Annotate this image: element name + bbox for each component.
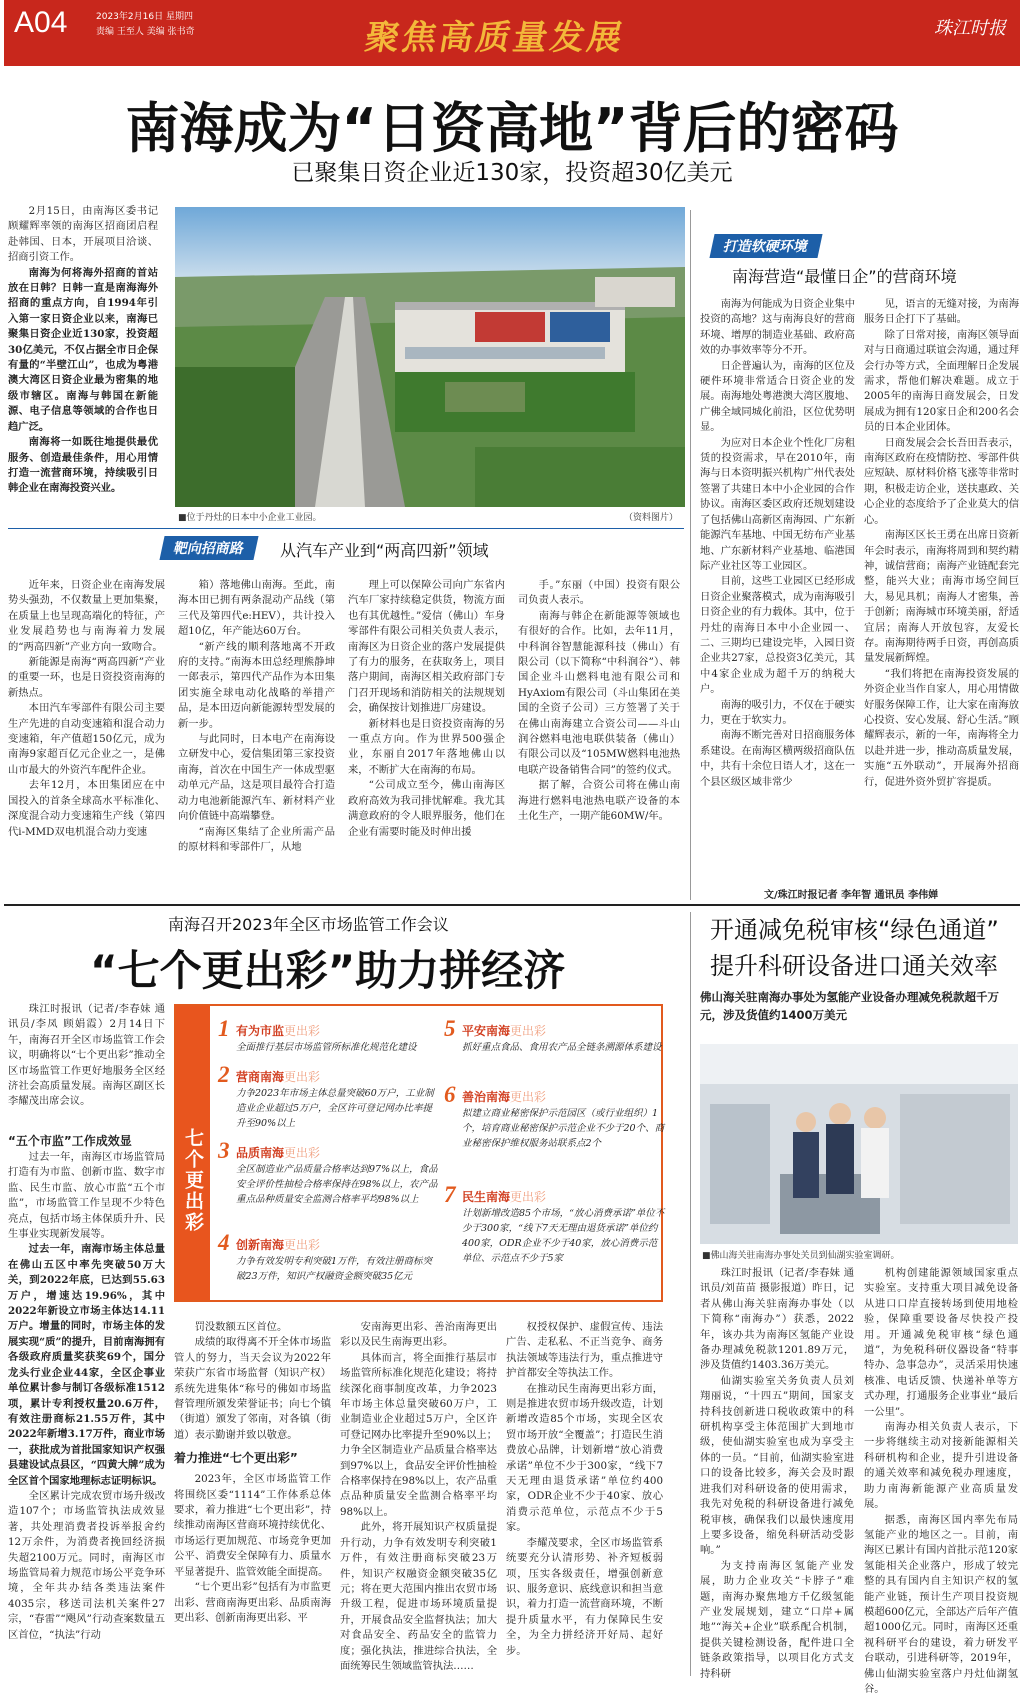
point-5: 5 平安南海更出彩 抓好重点食品、食用农产品全链条溯源体系建设 <box>444 1016 662 1053</box>
article1-intro: 2月15日，由南海区委书记顾耀辉率领的南海区招商团启程赴韩国、日本，开展项目洽谈、招商引资工作。 南海为何将海外招商的首站放在日韩？日韩一直是南海海外招商的重点方向，自1994年引入第一家日资企业以来，南海已聚集日资企业近130家，投资超30亿美元，不仅占据全市日企保有量的“半壁江山”，也成为粤港澳大湾区日资企业最为密集的地级市辖区。南海与韩国在新能源、电子信息等领域的合作也日趋广泛。 南海将一如既往地提供最优服务、创造最佳条件，用心用情打造一流营商环境，持续吸引日韩企业在南海投资兴业。 <box>8 205 158 495</box>
article2-lead: 珠江时报讯（记者/李春妹 通讯员/李凤 顾娟霞）2月14日下午，南海召开全区市场监管工作会议，明确将以“七个更出彩”推动全区市场监管工作更好地服务全区经济社会高质量发展。南海区副区长李耀茂出席会议。 <box>8 1003 165 1108</box>
newspaper-logo: 珠江时报 <box>934 18 1006 39</box>
headline-main: 南海成为“日资高地”背后的密码 <box>125 97 899 160</box>
section-title-environment: 南海营造“最懂日企”的营商环境 <box>732 267 957 286</box>
sec1-col-1: 近年来，日资企业在南海发展势头强劲，不仅数量上更加集聚，在质量上也呈现高端化的特征，产业发展趋势也与南海着力发展的“两高四新”产业方向一致吻合。 新能源是南海“两高四新”产业的重要一环，也是日资投资南海的新热点。 本田汽车零部件有限公司主要生产先进的自动变速箱和混合动力变速箱，年产值超150亿元，成为南海9家超百亿元企业之一，是佛山市最大的外资汽车配件企业。 去年12月，本田集团应在中国投入的首条全球高水平标准化、深度混合动力变速箱生产线（第四代i-MMD双电机混合动力变速 <box>8 579 165 838</box>
article2-col-left: 过去一年，南海区市场监管局打造有为市监、创新市监、数字市监、民生市监、放心市监“五个市监”，市场监管工作呈现不少特色亮点，包括市场主体保质升升、民生事业实现新发展等。 过去一年，南海市场主体总量在佛山五区中率先突破50万大关，到2022年底，已达到55.63万户，增速达19.96%，其中2022年新设立市场主体达14.11万户。增量的同时，市场主体的发展实现“质”的提升，目前南海拥有各级政府质量奖获奖69个，国分龙头行业企业44家，全区企事业单位累计参与制订各级标准1512项，累计专利授权量20.6万件，有效注册商标21.55万件，其中2022年新增3.17万件，商业市场一，获批成为首批国家知识产权强县建设试点县区，“四黄大牌”成为全区首个国家地理标志证明标识。 全区累计完成农贸市场升级改造107个；市场监管执法成效显著，共处理消费者投诉举报舍约12万余件，为消费者挽回经济损失超2100万元。同时，南海区市场监管局着力规范市场公平竞争环境，全年共办结各类违法案件4035宗，移送司法机关案件27宗，“春雷”“飓风”行动查案数量五区首位，“执法”行动 <box>8 1151 165 1641</box>
seven-points-box <box>174 1004 663 1302</box>
issue-date: 2023年2月16日 星期四 责编 王至人 美编 张书奇 <box>96 12 195 37</box>
article3-subtitle: 佛山海关驻南海办事处为氢能产业设备办理减免税款超千万元，涉及货值约1400万美元 <box>700 990 999 1022</box>
article2-subhead-1: “五个市监”工作成效显 <box>8 1134 132 1148</box>
point-6: 6 善治南海更出彩 拟建立商业秘密保护示范园区（或行业组织）1个，培育商业秘密保护示范企业不少于20个、商业秘密保护维权服务站联系点2个 <box>444 1082 665 1149</box>
industrial-park-photo <box>175 207 685 507</box>
article3-col-2: 机构创建能源领域国家重点实验室。支持重大项目减免设备从进口口岸直接转场到使用地检验，保障重要设备尽快投产投用。开通减免税审核“绿色通道”，为免税科研仪器设备“特事特办、急事急办”，灵活采用快速核准、电话反馈、快递补单等方式办理，打通服务企业事业“最后一公里”。 南海办相关负责人表示，下一步将继续主动对接新能源相关科研机构和企业，提升引进设备的通关效率和减免税办理速度，助力南海新能源产业高质量发展。 据悉，南海区国内率先布局氢能产业的地区之一。目前，南海区已累计有国内首批示范120家氢能相关企业落户，形成了较完整的具有国内自主知识产权的氢能产业链，预计生产项目投资规模超600亿元，全部达产后年产值超1000亿元。同时，南海区还重视科研平台的建设，着力研发平台联动，引进科研等，2019年，佛山仙湖实验室落户丹灶仙湖氢谷。 <box>864 1267 1018 1695</box>
point-7: 7 民生南海更出彩 计划新增改造85个市场，“放心消费承诺”单位不少于300家，“线下7天无理由退货承诺”单位约400家，ODR企业不少于40家，放心消费示范单位、示范点不少于5家 <box>444 1182 665 1264</box>
headline-sub: 已聚集日资企业近130家，投资超30亿美元 <box>291 160 733 186</box>
sec1-col-2: 箱）落地佛山南海。至此，南海本田已拥有两条混动产品线（第三代及第四代e:HEV），共计投入超10亿，年产能达60万台。 “新产线的顺利落地离不开政府的支持。”南海本田总经理熊静坤一郎表示，第四代产品作为本田集团实施全球电动化战略的举措产品，是本田迈向新能源转型发展的新一步。 与此同时，日本电产在南海设立研发中心，爱信集团第三家投资南海，首次在中国生产一体成型驱动单元产品，这是项目最符合打造动力电池新能源汽车、新材料产业向价值链中高端攀登。 “南海区集结了企业所需产品的原材料和零部件厂，从地 <box>178 579 335 853</box>
sec2-col-1: 南海为何能成为日资企业集中投资的高地？这与南海良好的营商环境、增厚的制造业基础、政府高效的办事效率等分不开。 日企普遍认为，南海的区位及硬件环境非常适合日资企业的发展。南海地处粤港澳大湾区腹地、广佛全域同城化前沿，区位优势明显。 为应对日本企业个性化厂房租赁的投资需求，早在2010年，南海与日本资明振兴机构广州代表处签署了共建日本中小企业园的合作协议。南海区委区政府还规划建设了包括佛山高新区南海园、广东新能源汽车基地、中国无纺布产业基地、广东新材料产业基地、临港国际产业社区等工业园区。 目前，这些工业园区已经形成日资企业聚落模式，成为南海吸引日资企业的有力载体。其中，位于丹灶的南海日本中小企业园一、二、三期均已建设完毕，入园日资企业共27家，总投资3亿美元，其中4家企业成为超千万的纳税大户。 南海的吸引力，不仅在于硬实力，更在于软实力。 南海不断完善对日招商服务体系建设。在南海区横两级招商队伍中，共有十余位日语人才，这在一个县区级区域非常少 <box>700 298 855 788</box>
page-number: A04 <box>14 6 68 39</box>
section-banner: 聚焦高质量发展 <box>361 18 628 58</box>
seven-points-title: 七个更出彩 <box>176 1006 210 1300</box>
article3-title-2: 提升科研设备进口通关效率 <box>710 952 998 980</box>
point-1: 1 有为市监更出彩 全面推行基层市场监管所标准化规范化建设 <box>218 1016 417 1053</box>
photo-credit: （资料图片） <box>624 513 679 523</box>
point-2: 2 营商南海更出彩 力争2023年市场主体总量突破60万户，工业制造业企业超过5万户，全区许可登记网办比率提升至90%以上 <box>218 1062 434 1129</box>
section-tag-investment: 靶向招商路 <box>159 536 258 560</box>
article3-title-1: 开通减免税审核“绿色通道” <box>710 916 999 944</box>
article2-col-4: 权授权保护、虚假宣传、违法广告、走私私、不正当竞争、商务执法领域等违法行为，重点推进守护首都安全等执法工作。 在推动民生南海更出彩方面，则是推进农贸市场升级改造，计划新增改造85个市场，实现全区农贸市场开放“全覆盖”；打造民生消费放心品牌，计划新增“放心消费承诺”单位不少于300家，“线下7天无理由退货承诺”单位约400家，ODR企业不少于40家、放心消费示范单位，示范点不少于5家。 李耀茂要求，全区市场监管系统要充分认清形势、补齐短板弱项，压实各级责任，增强创新意识、服务意识、底线意识和担当意识，着力打造一流营商环境，不断提升质量水平，有力保障民生安全，为全力拼经济开好局、起好步。 <box>506 1321 663 1657</box>
article3-col-1: 珠江时报讯（记者/李春妹 通讯员/刘苗苗 摄影报道）昨日，记者从佛山海关驻南海办事处（以下简称“南海办”）获悉，2022年，该办共为南海区氢能产业设备办理减免税款1201.89万元，涉及货值约1403.36万美元。 仙湖实验室关务负责人员刘翔丽说，“十四五”期间，国家支持科技创新进口税收政策中的科研机构享受主体范围扩大到地市级，使仙湖实验室也成为享受主体的一员。“目前，仙湖实验室进口的设备比较多，海关会及时跟进我们对科研设备的使用需求，我先对免税的科研设备进行减免税审核，确保我们以最快速度用上要多设备，缩免科研活动受影响。” 为支持南海区氢能产业发展，助力企业攻关“卡脖子”难题，南海办聚焦地方千亿级氢能产业发展规划，建立“口岸+属地”“海关+企业”联系配合机制，提供关键检测设备，配件进口全链条政策指导，以项目化方式支持科研 <box>700 1267 854 1680</box>
article1-byline: 文/珠江时报记者 李年智 通讯员 李伟婵 <box>764 890 939 901</box>
page-header <box>4 0 1020 66</box>
article2-title: “七个更出彩”助力拼经济 <box>90 946 566 995</box>
section-tag-environment: 打造软硬环境 <box>709 234 822 258</box>
article2-kicker: 南海召开2023年全区市场监管工作会议 <box>168 915 449 934</box>
point-4: 4 创新南海更出彩 力争有效发明专利突破1万件，有效注册商标突破23万件，知识产权融资金额突破35亿元 <box>218 1230 433 1282</box>
article2-col-3: 安南海更出彩、善治南海更出彩以及民生南海更出彩。 具体而言，将全面推行基层市场监管所标准化规范化建设；将持续深化商事制度改革，力争2023年市场主体总量突破60万户，工业制造业企业超过5万户，全区许可登记网办比率提升至90%以上；力争全区制造业产品质量合格率达到97%以上，食品安全评价性抽检合格率保持在98%以上，农产品重点品种质量安全监测合格率平均98%以上。 此外，将开展知识产权质量提升行动，力争有效发明专利突破1万件，有效注册商标突破23万件，知识产权融资金额突破35亿元；将在更大范围内推出农贸市场升级工程，促进市场环境质量提升，开展食品安全监督执法；加大对食品安全、药品安全的监管力度；强化执法，推进综合执法，全面统筹民生领域监管执法…… <box>340 1321 497 1672</box>
point-3: 3 品质南海更出彩 全区制造业产品质量合格率达到97%以上，食品安全评价性抽检合格率保持在98%以上，农产品重点品种质量安全监测合格率平均98%以上 <box>218 1138 438 1205</box>
section-title-investment: 从汽车产业到“两高四新”领域 <box>280 541 489 560</box>
lab-visit-photo <box>700 1044 1018 1244</box>
article2-col-2: 罚没数额五区首位。 成绩的取得离不开全体市场监管人的努力，当天会议为2022年荣获广东省市场监督（知识产权）系统先进集体“称号的佛如市场监督管理所颁发荣誉证书；向七个镇（街道）颁发了邻南，对各镇（街道）表示勤谢并致以敬意。 着力推进“七个更出彩” 2023年，全区市场监管工作将围绕区委“1114”工作体系总体要求，着力推进“七个更出彩”，持续推动南海区营商环境持续优化、市场运行更加规范、市场竞争更加公平、消费安全保障有力、质量水平显著提升、监管效能全面提高。 “七个更出彩”包括有为市监更出彩、营商南海更出彩、品质南海更出彩、创新南海更出彩、平 <box>174 1321 331 1624</box>
lab-photo-caption: ■佛山海关驻南海办事处关员到仙湖实验室调研。 <box>702 1251 900 1261</box>
sec1-col-4: 手。”东丽（中国）投资有限公司负责人表示。 南海与韩企在新能源等领域也有很好的合作。比如，去年11月，中科润谷智慧能源科技（佛山）有限公司（以下简称“中科润谷”）、韩国企业斗山燃料电池有限公司和HyAxiom有限公司（斗山集团在美国的全资子公司）三方签署了关于在佛山南海建立合资公司——斗山润谷燃料电池电联供装备（佛山）有限公司以及“105MW燃料电池热电联产设备销售合同”的签约仪式。 据了解，合资公司将在佛山南海进行燃料电池热电联产设备的本土化生产，一期产能60MW/年。 <box>518 579 680 823</box>
sec1-col-3: 理上可以保障公司向广东省内汽车厂家持续稳定供货，物流方面也有其优越性。”爱信（佛山）车身零部件有限公司相关负责人表示，南海区为日资企业的落户发展提供了有力的服务，在获取务上，项目落户期间，南海区相关政府部门专门召开现场和消防相关的法规规划会，确保按计划推进厂房建设。 新材料也是日资投资南海的另一重点方向。作为世界500强企业，东丽自2017年落地佛山以来，不断扩大在南海的布局。 “公司成立至今，佛山南海区政府高效为我司排忧解难。我尤其满意政府的令人眼界服务，他们在企业有需要时能及时伸出援 <box>348 579 505 838</box>
sec2-col-2: 见，语言的无缝对接，为南海服务日企打下了基础。 除了日常对接，南海区领导面对与日商通过联谊会沟通，通过拜会行办等方式，全面理解日企发展需求，帮他们解决难题。成立于2005年的南海日商发展会，日发展成为拥有120家日企和200名会员的日本企业团体。 日商发展会会长吾田吾表示，南海区政府在疫情防控、零部件供应短缺、原材料价格飞涨等非常时期，积极走访企业，送扶惠政、关心企业的态度给予了企业莫大的信心。 南海区区长王勇在出席日资新年会时表示，南海将周到和契约精神，诚信营商；南海产业链配套完整，能兴大业；南海市场空间巨大，易见具机；南海人才密集，善于创新；南海城市环境美丽，舒适宜居；南海人开放包容，友爱长存。南海期待两手日资，再创高质量发展新辉煌。 “我们将把在南海投资发展的外资企业当作自家人，用心用情做好服务保障工作，让大家在南海放心投资、安心发展、舒心生活。”顾耀辉表示，新的一年，南海将全力以赴并进一步，推动高质量发展，实施“五外联动”，开展海外招商行，促进外资外贸扩容提质。 <box>864 298 1019 788</box>
photo-caption: ■位于丹灶的日本中小企业工业园。 <box>178 513 322 523</box>
